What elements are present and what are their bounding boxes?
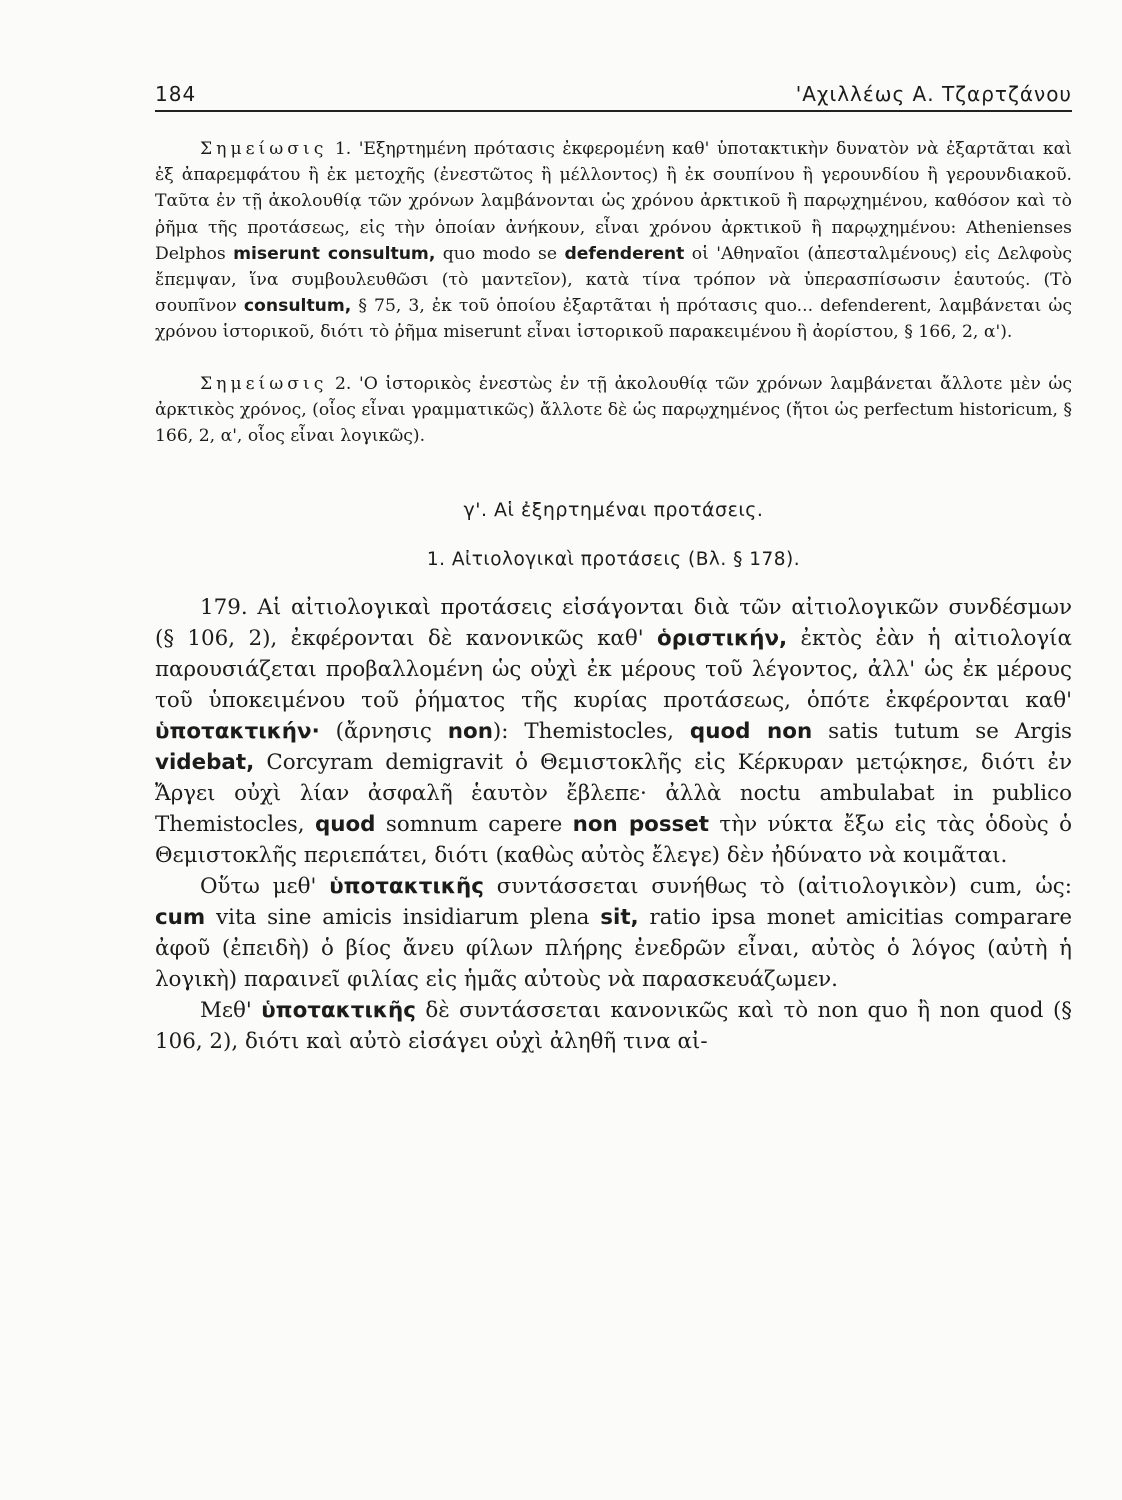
p179-t7: somnum capere bbox=[375, 812, 573, 838]
p179-b3: non bbox=[447, 719, 493, 745]
note-2 bbox=[155, 371, 1072, 450]
note-2-text: 2. 'Ο ἱστορικὸς ἐνεστὼς ἐν τῇ ἀκολουθίᾳ τῶν χρόνων λαμβάνεται ἄλλοτε μὲν ὡς ἀρκτικὸς χρόνος, (οἷος εἶναι γραμματικῶς) ἄλλοτε δὲ ὡς παρῳχημένος (ἤτοι ὡς perfectum historicum, § 166, 2, α', οἷος εἶναι λογικῶς). bbox=[155, 373, 1072, 447]
paragraph-non-quo bbox=[155, 995, 1072, 1057]
p179-b1: ὁριστικήν, bbox=[657, 626, 788, 652]
page-number: 184 bbox=[155, 82, 197, 106]
p179-t5: satis tutum se Argis bbox=[812, 719, 1072, 745]
non-b1: ὑποτακτικῆς bbox=[261, 998, 416, 1024]
subsection-heading: 1. Αἰτιολογικαὶ προτάσεις (Βλ. § 178). bbox=[426, 549, 801, 571]
running-title: 'Αχιλλέως Α. Τζαρτζάνου bbox=[795, 82, 1072, 106]
cum-b2: cum bbox=[155, 905, 206, 931]
note-1-text-b: quo modo se bbox=[435, 243, 565, 264]
non-t2: δὲ συντάσσεται κανονικῶς καὶ τὸ non quo ἢ non quod (§ 106, 2), διότι καὶ αὐτὸ εἰσάγει οὐχὶ ἀληθῆ τινα αἰ- bbox=[155, 998, 1072, 1055]
p179-t8: τὴν νύκτα ἔξω εἰς τὰς ὁδοὺς ὁ Θεμιστοκλῆς περιεπάτει, διότι (καθὼς αὐτὸς ἔλεγε) δὲν ἠδύνατο νὰ κοιμᾶται. bbox=[155, 812, 1072, 869]
note-1-bold-2: defenderent bbox=[564, 243, 685, 264]
p179-b5: videbat, bbox=[155, 750, 255, 776]
paragraph-179 bbox=[155, 592, 1072, 871]
cum-b3: sit, bbox=[600, 905, 639, 931]
note-1-text-d: § 75, 3, ἐκ τοῦ ὁποίου ἐξαρτᾶται ἡ πρότασις quo... defenderent, λαμβάνεται ὡς χρόνου ἱστορικοῦ, διότι τὸ ῥῆμα miserunt εἶναι ἱστορικοῦ παρακειμένου ἢ ἀορίστου, § 166, 2, α'). bbox=[155, 296, 1072, 343]
book-page bbox=[155, 68, 1072, 1057]
p179-t1: Αἱ αἰτιολογικαὶ προτάσεις εἰσάγονται διὰ τῶν αἰτιολογικῶν συνδέσμων (§ 106, 2), ἐκφέρονται δὲ κανονικῶς καθ' bbox=[155, 595, 1072, 652]
p179-b2: ὑποτακτικήν· bbox=[155, 719, 320, 745]
page-header bbox=[155, 68, 1072, 106]
cum-t2: συντάσσεται συνήθως τὸ (αἰτιολογικὸν) cum, ὡς: bbox=[483, 874, 1072, 900]
cum-t3: vita sine amicis insidiarum plena bbox=[205, 905, 601, 931]
note-1-text-c: οἱ 'Αθηναῖοι (ἀπεσταλμένους) εἰς Δελφοὺς ἔπεμψαν, ἵνα συμβουλευθῶσι (τὸ μαντεῖον), κατὰ τίνα τρόπον νὰ ὑπερασπίσωσιν ἑαυτούς. (Τὸ σουπῖνον bbox=[155, 243, 1072, 317]
header-rule bbox=[155, 110, 1072, 112]
cum-t4: ratio ipsa monet amicitias comparare ἀφοῦ (ἐπειδὴ) ὁ βίος ἄνευ φίλων πλήρης ἐνεδρῶν εἶναι, αὐτὸς ὁ λόγος (αὐτὴ ἡ λογικὴ) παραινεῖ φιλίας εἰς ἡμᾶς αὐτοὺς νὰ παρασκευάζωμεν. bbox=[155, 905, 1072, 993]
p179-b7: non posset bbox=[572, 812, 710, 838]
cum-t1: Οὕτω μεθ' bbox=[200, 874, 330, 900]
p179-t4: ): Themistocles, bbox=[492, 719, 690, 745]
paragraph-number: 179. bbox=[200, 595, 248, 621]
cum-b1: ὑποτακτικῆς bbox=[329, 874, 484, 900]
note-1-bold-1: miserunt consultum, bbox=[233, 243, 436, 264]
p179-t2: ἐκτὸς ἐὰν ἡ αἰτιολογία παρουσιάζεται προβαλλομένη ὡς οὐχὶ ἐκ μέρους τοῦ λέγοντος, ἀλλ' ὡς ἐκ μέρους τοῦ ὑποκειμένου τοῦ ῥήματος τῆς κυρίας προτάσεως, ὁπότε ἐκφέρονται καθ' bbox=[155, 626, 1073, 714]
paragraph-cum bbox=[155, 871, 1072, 995]
non-t1: Μεθ' bbox=[200, 998, 262, 1024]
section-heading: γ'. Αἱ ἐξηρτημέναι προτάσεις. bbox=[463, 499, 764, 522]
note-1 bbox=[155, 136, 1072, 346]
note-1-text-a: 1. 'Εξηρτημένη πρότασις ἐκφερομένη καθ' ὑποτακτικὴν δυνατὸν νὰ ἐξαρτᾶται καὶ ἐξ ἀπαρεμφάτου ἢ ἐκ μετοχῆς (ἐνεστῶτος ἢ μέλλοντος) ἢ ἐκ σουπίνου ἢ γερουνδίου ἢ γερουνδιακοῦ. Ταῦτα ἐν τῇ ἀκολουθίᾳ τῶν χρόνων λαμβάνονται ὡς χρόνου ἀρκτικοῦ ἢ παρῳχημένου, καθόσον καὶ τὸ ῥῆμα τῆς προτάσεως, εἰς τὴν ὁποίαν ἀνήκουν, εἶναι χρόνου ἀρκτικοῦ ἢ παρῳχημένου: Athenienses Delphos bbox=[155, 139, 1072, 264]
note-1-bold-3: consultum, bbox=[243, 296, 352, 317]
p179-t6: Corcyram demigravit ὁ Θεμιστοκλῆς εἰς Κέρκυραν μετῴκησε, διότι ἐν Ἄργει οὐχὶ λίαν ἀσφαλῆ ἑαυτὸν ἔβλεπε· ἀλλὰ noctu ambulabat in publico Themistocles, bbox=[155, 750, 1072, 838]
p179-t3: (ἄρνησις bbox=[319, 719, 448, 745]
note-1-label: Σημείωσις bbox=[200, 139, 328, 159]
note-2-label: Σημείωσις bbox=[200, 373, 328, 394]
p179-b4: quod non bbox=[689, 719, 813, 745]
p179-b6: quod bbox=[314, 812, 376, 838]
